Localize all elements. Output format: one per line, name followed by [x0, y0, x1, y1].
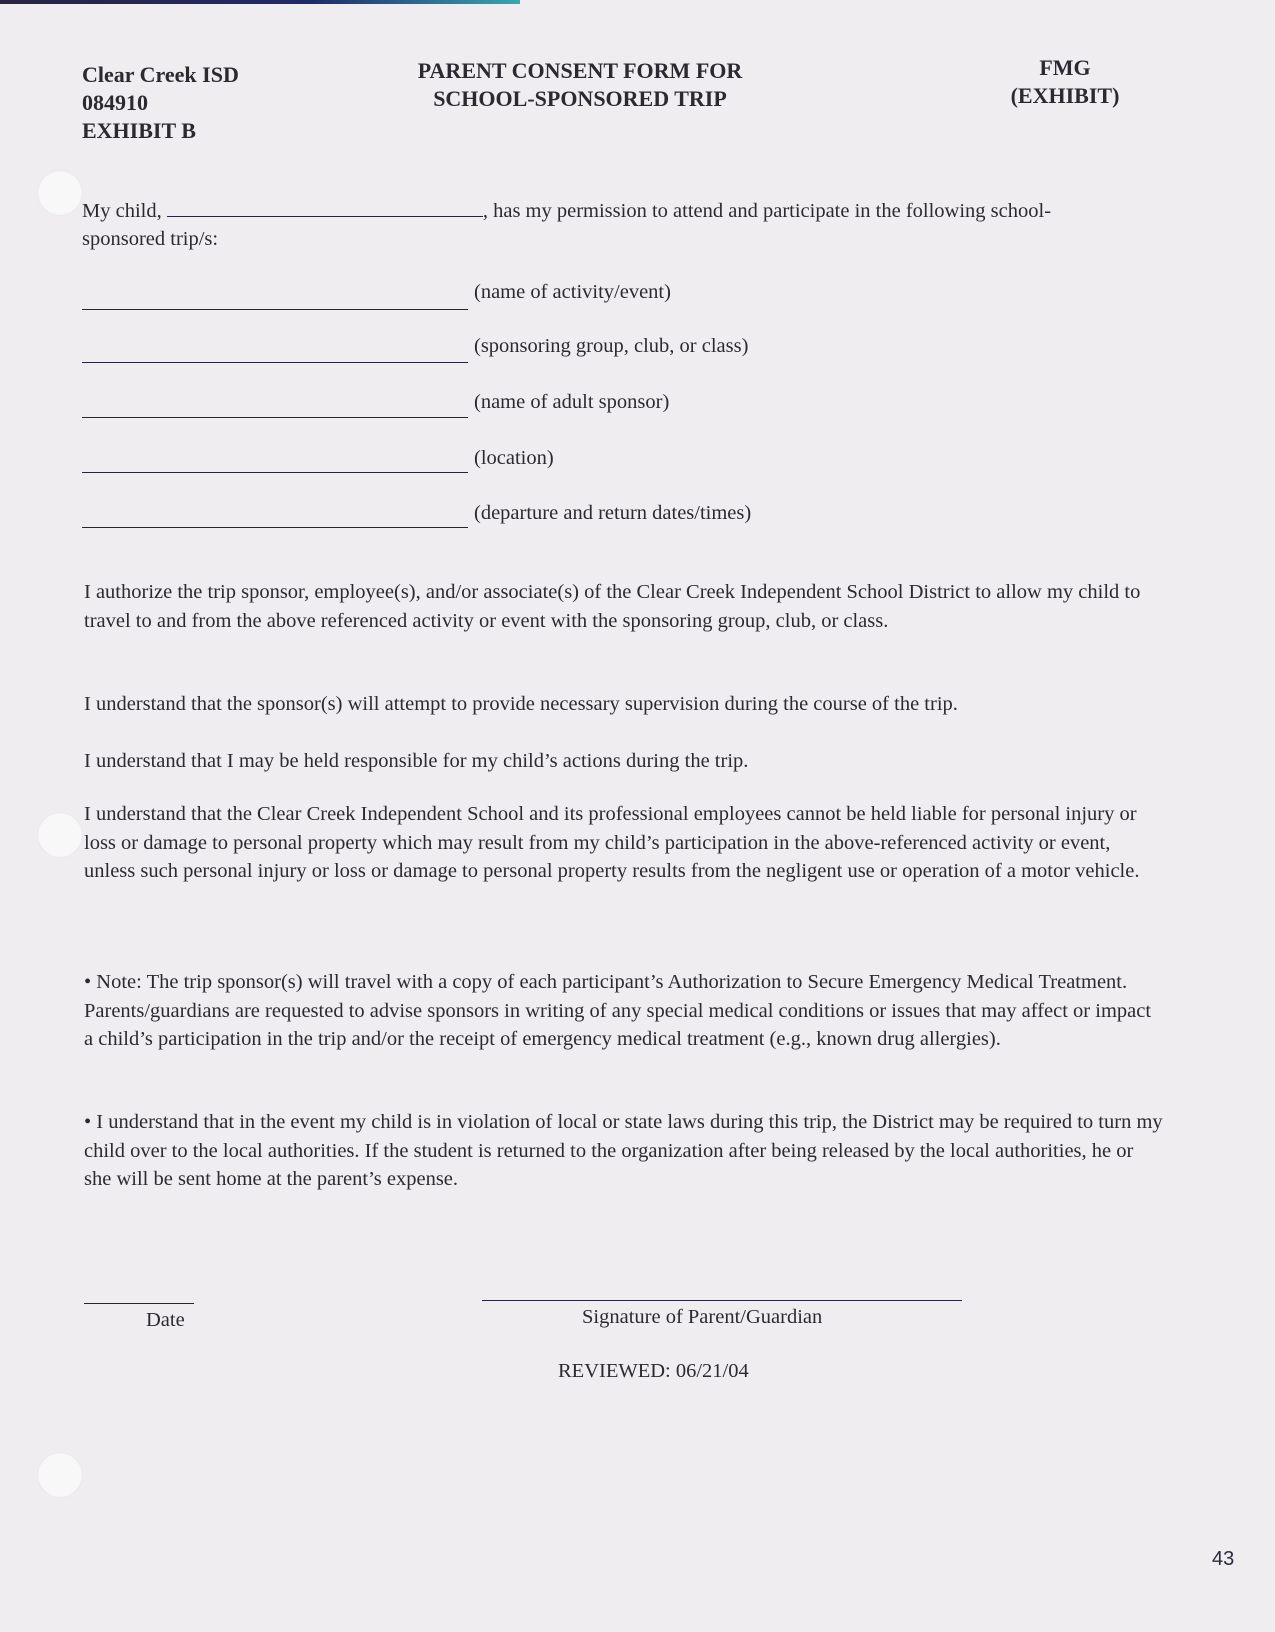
signature-field[interactable] — [482, 1300, 962, 1301]
child-name-field[interactable] — [167, 216, 483, 217]
page-title — [380, 57, 780, 113]
law-violation-bullet: • I understand that in the event my child is in violation of local or state laws during this trip, the District may be required to turn my child over to the local authorities. If the student is returned to the organization after being released by the local authorities, he or she will be sent home at the parent’s expense. — [84, 1111, 1163, 1190]
intro-prefix: My child, — [82, 200, 162, 222]
medical-note-bullet: • Note: The trip sponsor(s) will travel with a copy of each participant’s Authorization to Secure Emergency Medical Treatment. Parents/guardians are requested to advise sponsors in writing of any special medical conditions or issues that may affect or impact a child’s participation in the trip and/or the receipt of emergency medical treatment (e.g., known drug allergies). — [84, 971, 1152, 1050]
page-title-line-1: PARENT CONSENT FORM FOR — [417, 58, 743, 83]
fmg-label: FMG — [1039, 55, 1091, 80]
page-title-line-2: SCHOOL-SPONSORED TRIP — [433, 86, 727, 111]
punch-hole-top — [37, 170, 83, 216]
intro-line-2: sponsored trip/s: — [82, 228, 219, 250]
location-label: (location) — [474, 447, 554, 469]
sponsoring-group-label: (sponsoring group, club, or class) — [474, 335, 749, 357]
fmg-exhibit-label: (EXHIBIT) — [1010, 83, 1120, 108]
activity-field[interactable] — [82, 309, 468, 310]
page-number: 43 — [1212, 1548, 1235, 1570]
supervision-paragraph: I understand that the sponsor(s) will attempt to provide necessary supervision during the course of the trip. — [84, 693, 958, 715]
signature-label: Signature of Parent/Guardian — [582, 1306, 823, 1328]
fmg-block — [990, 54, 1140, 110]
location-field[interactable] — [82, 472, 468, 473]
responsibility-paragraph: I understand that I may be held responsible for my child’s actions during the trip. — [84, 750, 749, 772]
exhibit-label: EXHIBIT B — [82, 118, 196, 143]
sponsoring-group-field[interactable] — [82, 362, 468, 363]
district-number: 084910 — [82, 90, 148, 115]
scan-edge — [0, 0, 520, 4]
liability-paragraph: I understand that the Clear Creek Independent School and its professional employees cannot be held liable for personal injury or loss or damage to personal property which may result from my child’s participation in the above-referenced activity or event, unless such personal injury or loss or damage to personal property results from the negligent use or operation of a motor vehicle. — [84, 803, 1140, 882]
dates-times-label: (departure and return dates/times) — [474, 502, 752, 524]
dates-times-field[interactable] — [82, 527, 468, 528]
reviewed-date: REVIEWED: 06/21/04 — [558, 1360, 749, 1382]
authorization-paragraph: I authorize the trip sponsor, employee(s), and/or associate(s) of the Clear Creek Independent School District to allow my child to travel to and from the above referenced activity or event with the sponsoring group, club, or class. — [84, 581, 1141, 632]
adult-sponsor-label: (name of adult sponsor) — [474, 391, 670, 413]
district-block — [82, 61, 239, 145]
adult-sponsor-field[interactable] — [82, 417, 468, 418]
intro-suffix: , has my permission to attend and participate in the following school- — [482, 200, 1052, 222]
activity-label: (name of activity/event) — [474, 281, 671, 303]
intro-statement — [82, 197, 1182, 253]
date-field[interactable] — [84, 1303, 194, 1304]
punch-hole-middle — [37, 812, 83, 858]
punch-hole-bottom — [37, 1452, 83, 1498]
date-label: Date — [146, 1309, 185, 1331]
district-name: Clear Creek ISD — [82, 62, 239, 87]
